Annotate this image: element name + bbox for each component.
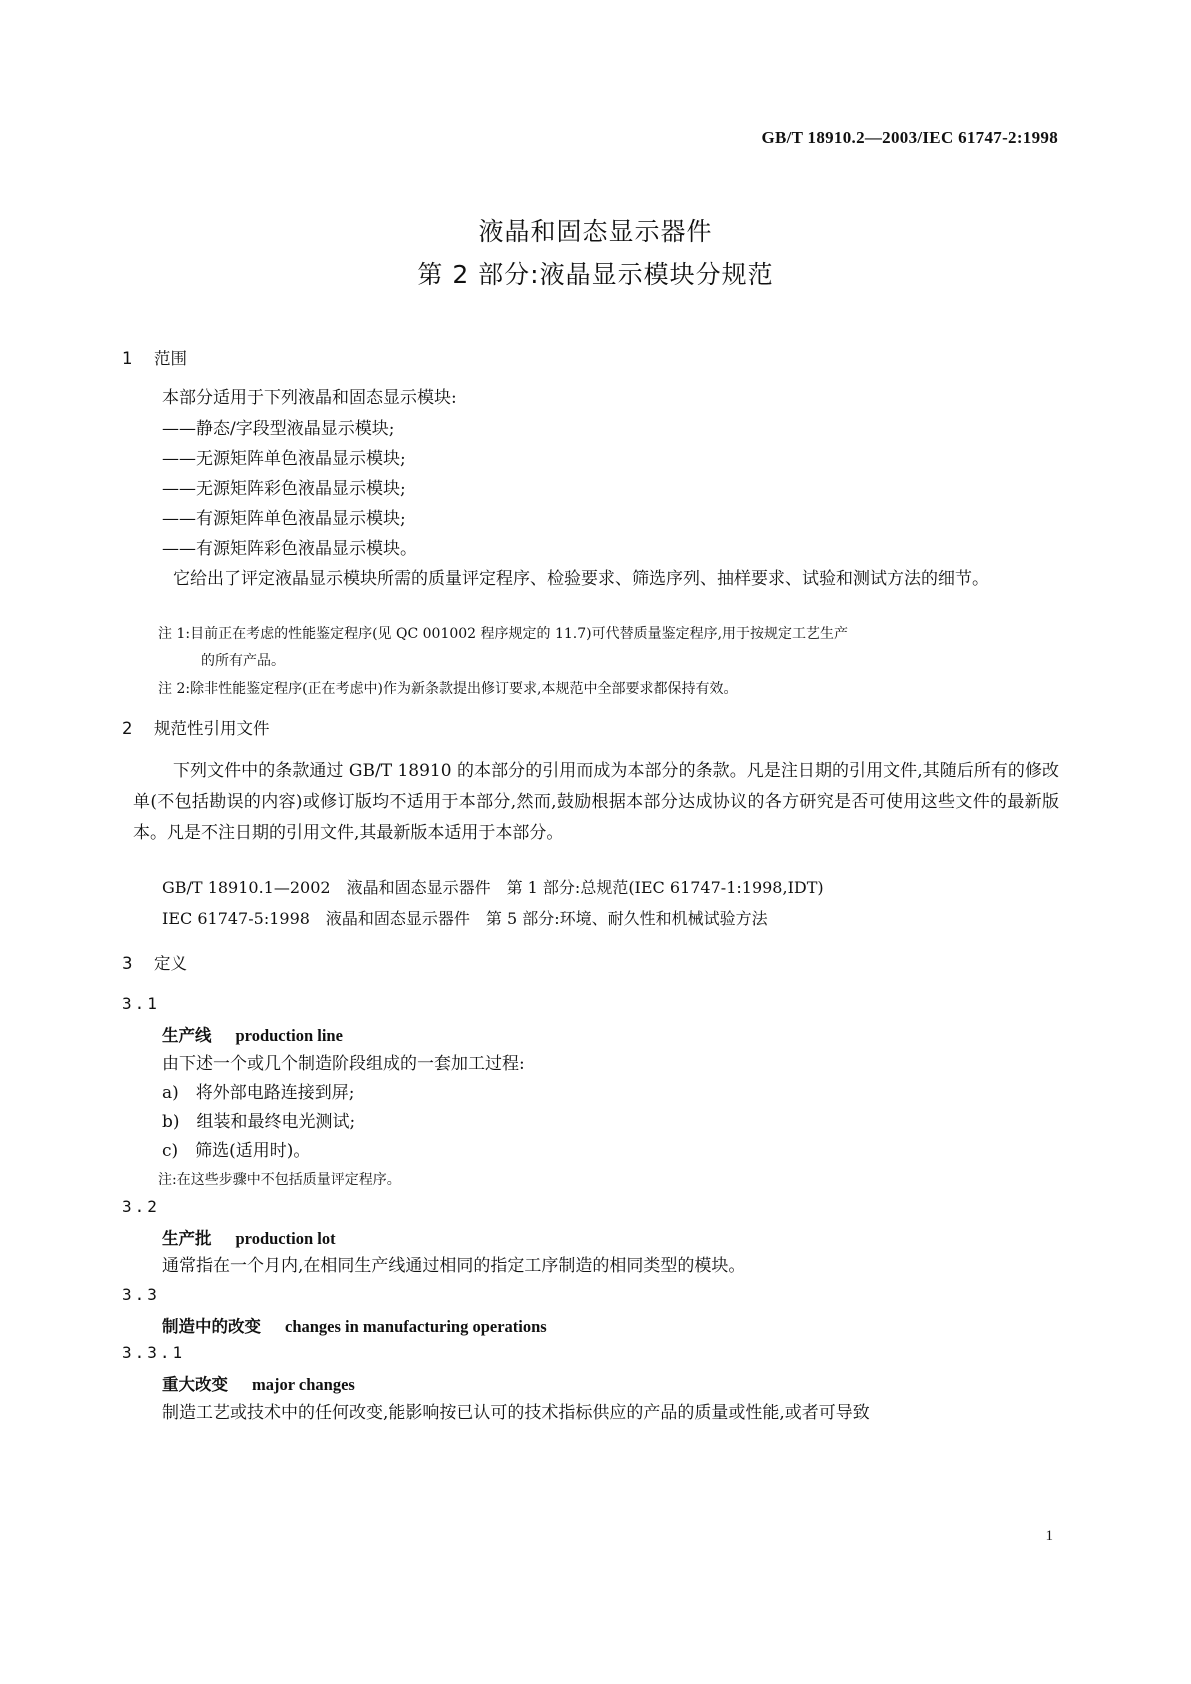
note-1-text: 目前正在考虑的性能鉴定程序(见 QC 001002 程序规定的 11.7)可代替质量鉴定程序,用于按规定工艺生产 <box>190 626 849 642</box>
list-item: ——静态/字段型液晶显示模块; <box>162 419 395 439</box>
references-paragraph: 下列文件中的条款通过 GB/T 18910 的本部分的引用而成为本部分的条款。凡是注日期的引用文件,其随后所有的修改单(不包括勘误的内容)或修订版均不适用于本部分,然而,鼓励根据本部分达成协议的各方研究是否可使用这些文件的最新版本。凡是不注日期的引用文件,其最新版本适用于本部分。 <box>133 761 1059 843</box>
term-en: changes in manufacturing operations <box>285 1317 547 1336</box>
term-zh: 生产批 <box>162 1229 212 1248</box>
section-title: 规范性引用文件 <box>154 719 270 738</box>
list-item: ——有源矩阵单色液晶显示模块; <box>162 509 406 529</box>
document-title-line2: 第 2 部分:液晶显示模块分规范 <box>417 260 774 289</box>
note-1 <box>158 620 848 648</box>
definition-3-3-1: 制造工艺或技术中的任何改变,能影响按已认可的技术指标供应的产品的质量或性能,或者可导致 <box>162 1403 870 1423</box>
clause-number-3-3: 3.3 <box>122 1285 160 1304</box>
list-item: ——无源矩阵彩色液晶显示模块; <box>162 479 406 499</box>
section-number: 3 <box>122 954 133 973</box>
term-zh: 重大改变 <box>162 1375 228 1394</box>
note-1-label: 注 1: <box>158 626 191 642</box>
standard-code: GB/T 18910.2—2003/IEC 61747-2:1998 <box>761 128 1058 147</box>
scope-paragraph: 它给出了评定液晶显示模块所需的质量评定程序、检验要求、筛选序列、抽样要求、试验和测试方法的细节。 <box>173 569 989 589</box>
definition-3-1: 由下述一个或几个制造阶段组成的一套加工过程: <box>162 1054 525 1074</box>
list-item: c) 筛选(适用时)。 <box>162 1141 311 1161</box>
term-en: production line <box>235 1026 343 1045</box>
scope-intro: 本部分适用于下列液晶和固态显示模块: <box>162 388 457 408</box>
term-3-2 <box>162 1225 336 1249</box>
section-title: 范围 <box>154 349 187 368</box>
page-number: 1 <box>1045 1528 1053 1544</box>
section-1-heading <box>122 345 187 369</box>
document-title-line1: 液晶和固态显示器件 <box>478 217 713 246</box>
term-3-1 <box>162 1022 343 1046</box>
section-2-heading <box>122 715 270 739</box>
term-zh: 生产线 <box>162 1026 212 1045</box>
clause-number-3-2: 3.2 <box>122 1197 160 1216</box>
term-en: production lot <box>235 1229 336 1248</box>
reference-1: GB/T 18910.1—2002 液晶和固态显示器件 第 1 部分:总规范(IEC 61747-1:1998,IDT) <box>162 878 824 897</box>
list-item: b) 组装和最终电光测试; <box>162 1112 356 1132</box>
section-3-heading <box>122 950 187 974</box>
section-number: 2 <box>122 719 133 738</box>
clause-number-3-3-1: 3.3.1 <box>122 1343 186 1362</box>
note-3-1: 注:在这些步骤中不包括质量评定程序。 <box>158 1172 401 1188</box>
term-zh: 制造中的改变 <box>162 1317 261 1336</box>
definition-3-2: 通常指在一个月内,在相同生产线通过相同的指定工序制造的相同类型的模块。 <box>162 1256 746 1276</box>
note-1-continuation: 的所有产品。 <box>201 653 285 669</box>
list-item: ——无源矩阵单色液晶显示模块; <box>162 449 406 469</box>
list-item: a) 将外部电路连接到屏; <box>162 1083 355 1103</box>
reference-2: IEC 61747-5:1998 液晶和固态显示器件 第 5 部分:环境、耐久性和机械试验方法 <box>162 909 768 928</box>
term-3-3-1 <box>162 1371 355 1395</box>
clause-number-3-1: 3.1 <box>122 994 160 1013</box>
term-en: major changes <box>252 1375 355 1394</box>
list-item: ——有源矩阵彩色液晶显示模块。 <box>162 539 417 559</box>
section-title: 定义 <box>154 954 187 973</box>
term-3-3 <box>162 1313 547 1337</box>
section-number: 1 <box>122 349 133 368</box>
note-2: 注 2:除非性能鉴定程序(正在考虑中)作为新条款提出修订要求,本规范中全部要求都保持有效。 <box>158 681 738 697</box>
